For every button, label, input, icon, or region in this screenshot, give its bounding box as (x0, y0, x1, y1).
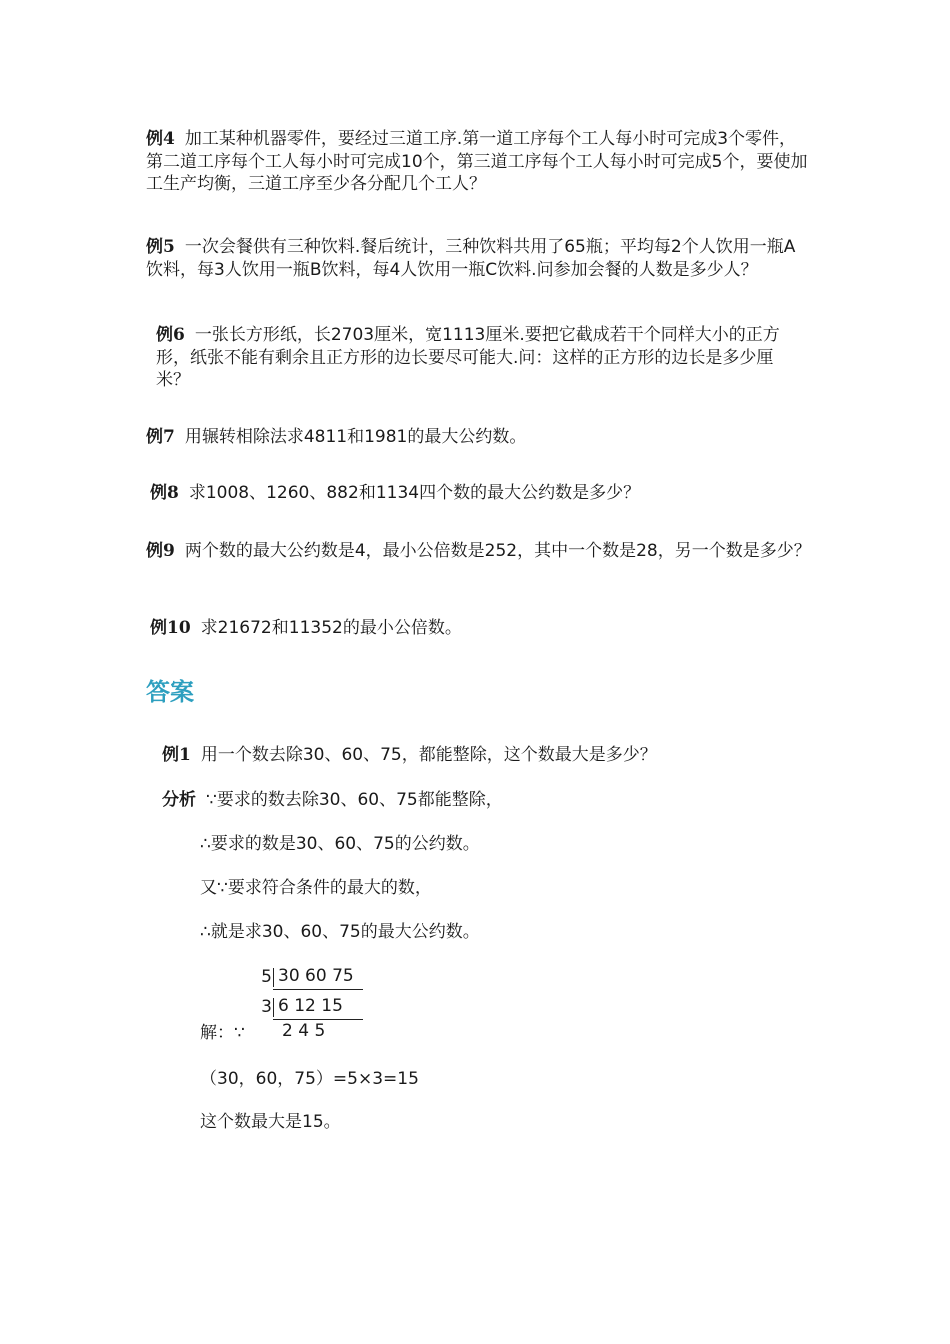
analysis-text: ∵要求的数去除30、60、75都能整除， (206, 790, 503, 810)
problem-label: 例7 (146, 427, 175, 447)
division-divisor: 5 (261, 967, 272, 987)
division-dividends: 30 60 75 (278, 966, 354, 986)
problem-ex4 (146, 128, 811, 196)
solution-result: （30，60，75）=5×3=15 (200, 1069, 419, 1089)
division-underline (273, 1019, 363, 1020)
problem-label: 例9 (146, 541, 175, 561)
problem-text: 求21672和11352的最小公倍数。 (200, 618, 462, 638)
problem-label: 例4 (146, 129, 175, 149)
problem-label: 例5 (146, 237, 175, 257)
division-remainders: 2 4 5 (282, 1021, 326, 1041)
analysis-line-4: ∴就是求30、60、75的最大公约数。 (200, 922, 480, 942)
division-row-2 (258, 996, 272, 1018)
problem-text: 一张长方形纸，长2703厘米，宽1113厘米.要把它截成若干个同样大小的正方形，纸张不能有剩余且正方形的边长要尽可能大.问：这样的正方形的边长是多少厘米？ (156, 325, 780, 390)
problem-label: 例1 (162, 745, 191, 765)
division-underline (273, 989, 363, 990)
answer-ex1 (162, 744, 657, 766)
answers-heading: 答案 (146, 678, 194, 706)
problem-text: 两个数的最大公约数是4，最小公倍数是252，其中一个数是28，另一个数是多少？ (184, 541, 811, 561)
problem-label: 例10 (150, 618, 191, 638)
problem-text: 一次会餐供有三种饮料.餐后统计，三种饮料共用了65瓶；平均每2个人饮用一瓶A饮料，每3人饮用一瓶B饮料，每4人饮用一瓶C饮料.问参加会餐的人数是多少人？ (146, 237, 796, 280)
division-row-1 (258, 966, 272, 988)
problem-ex9 (146, 540, 811, 563)
analysis-line-1 (162, 789, 503, 811)
division-bar (273, 968, 274, 987)
problem-ex8 (150, 482, 640, 504)
division-bar (273, 998, 274, 1017)
problem-ex10 (150, 617, 462, 639)
short-division (258, 966, 378, 1046)
analysis-line-2: ∴要求的数是30、60、75的公约数。 (200, 834, 480, 854)
problem-ex6 (156, 324, 806, 392)
problem-ex5 (146, 236, 811, 281)
problem-text: 用辗转相除法求4811和1981的最大公约数。 (184, 427, 527, 447)
analysis-label: 分析 (162, 790, 196, 810)
solution-label: 解：∵ (200, 1023, 245, 1043)
problem-text: 求1008、1260、882和1134四个数的最大公约数是多少？ (188, 483, 641, 503)
analysis-line-3: 又∵要求符合条件的最大的数， (200, 878, 432, 898)
division-quotients: 6 12 15 (278, 996, 343, 1016)
problem-text: 用一个数去除30、60、75，都能整除，这个数最大是多少？ (200, 745, 657, 765)
problem-text: 加工某种机器零件，要经过三道工序.第一道工序每个工人每小时可完成3个零件，第二道工序每个工人每小时可完成10个，第三道工序每个工人每小时可完成5个，要使加工生产均衡，三道工序至少各分配几个工人？ (146, 129, 808, 194)
division-divisor: 3 (261, 997, 272, 1017)
problem-ex7 (146, 426, 526, 448)
problem-label: 例6 (156, 325, 185, 345)
problem-label: 例8 (150, 483, 179, 503)
solution-conclusion: 这个数最大是15。 (200, 1112, 341, 1132)
